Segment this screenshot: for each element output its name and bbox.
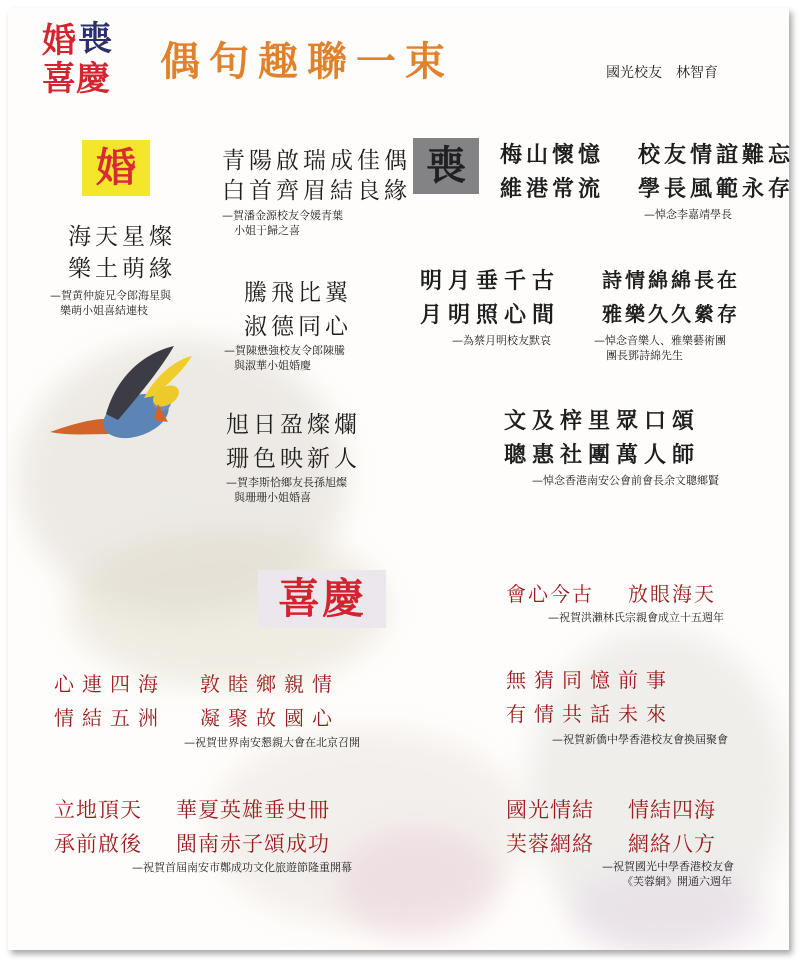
couplet-half: 會心今古 — [506, 582, 594, 606]
couplet-note: —賀潘金源校友令媛青葉 — [222, 209, 343, 222]
couplet-half: 放眼海天 — [628, 582, 716, 606]
couplet-half: 芙蓉網絡 — [506, 832, 594, 856]
couplet-half: 校友情誼難忘 — [638, 142, 795, 168]
couplet-line: 淑德同心 — [244, 314, 352, 340]
couplet-note: —祝賀首屆南安市鄭成功文化旅遊節隆重開幕 — [132, 861, 352, 874]
author-credit — [606, 62, 732, 82]
couplet-line: 騰飛比翼 — [244, 280, 352, 306]
couplet-note: —祝賀新僑中學香港校友會換屆聚會 — [552, 733, 728, 746]
couplet-note: 《芙蓉網》開通六週年 — [622, 875, 732, 888]
couplet-line — [54, 828, 330, 858]
couplet-line: 雅樂久久縈存 — [602, 302, 740, 326]
couplet-half: 梅山懷憶 — [500, 142, 605, 168]
logo-char: 喪 — [78, 19, 112, 59]
couplet-note: —祝賀洪瀨林氏宗親會成立十五週年 — [548, 611, 724, 624]
couplet-line: 明月垂千古 — [420, 268, 561, 294]
couplet-line: 珊色映新人 — [226, 446, 361, 472]
couplet-note: —悼念李嘉靖學長 — [644, 208, 732, 221]
couplet-line — [506, 578, 716, 607]
wedding-section-label: 婚 — [82, 140, 150, 196]
couplet-half: 維港常流 — [500, 176, 605, 202]
logo-char: 婚 — [42, 21, 76, 61]
couplet-note: —悼念音樂人、雅樂藝術團 — [594, 334, 726, 347]
couplet-line: 無猜同憶前事 — [506, 668, 674, 692]
background-blossom — [338, 828, 498, 938]
author-affiliation: 國光校友 — [606, 65, 662, 81]
couplet-half: 敦睦鄉親情 — [200, 672, 340, 696]
couplet-half: 心連四海 — [54, 672, 166, 696]
couplet-line: 白首齊眉結良緣 — [222, 178, 411, 204]
couplet-note: —祝賀世界南安懇親大會在北京召開 — [184, 736, 360, 749]
logo-block — [42, 19, 142, 104]
couplet-half: 閩南赤子頌成功 — [176, 832, 330, 856]
couplet-note: —賀黄仲旋兄令郎海星與 — [50, 289, 171, 302]
couplet-line: 月明照心間 — [420, 302, 561, 328]
couplet-line — [54, 668, 340, 697]
author-name: 林智育 — [676, 65, 718, 81]
couplet-line: 樂土萌緣 — [68, 256, 176, 282]
couplet-note: —祝賀國光中學香港校友會 — [602, 860, 734, 873]
couplet-note: 小姐于歸之喜 — [234, 224, 300, 237]
couplet-half: 華夏英雄垂史冊 — [176, 798, 330, 822]
couplet-line — [500, 138, 794, 169]
couplet-half: 承前啟後 — [54, 832, 142, 856]
couplet-note: —賀李斯恰鄉友長孫旭燦 — [226, 476, 347, 489]
couplet-note: —悼念香港南安公會前會長余文聰鄉賢 — [532, 474, 719, 487]
couplet-note: 團長鄧詩綿先生 — [606, 349, 683, 362]
couplet-line: 有情共話未來 — [506, 702, 674, 726]
couplet-half: 網絡八方 — [628, 832, 716, 856]
couplet-half: 情結四海 — [628, 798, 716, 822]
couplet-line: 文及梓里眾口頌 — [504, 408, 701, 434]
couplet-half: 情結五洲 — [54, 706, 166, 730]
couplet-half: 學長風範永存 — [638, 176, 795, 202]
couplet-line — [500, 172, 794, 203]
couplet-line: 詩情綿綿長在 — [602, 268, 740, 292]
bird-painting-icon — [44, 324, 194, 474]
couplet-line — [506, 828, 716, 858]
couplet-note: —賀陳懋強校友令郎陳騰 — [224, 344, 345, 357]
page-title: 偶句趣聯一束 — [160, 38, 454, 85]
funeral-section-label: 喪 — [413, 138, 479, 194]
couplet-line — [54, 702, 340, 731]
couplet-line: 旭日盈燦爛 — [226, 412, 361, 438]
couplet-note: 與珊珊小姐婚喜 — [234, 491, 311, 504]
couplet-line: 聰惠社團萬人師 — [504, 442, 701, 468]
couplet-half: 立地頂天 — [54, 798, 142, 822]
logo-char: 喜慶 — [42, 59, 110, 99]
couplet-note: —為蔡月明校友默哀 — [452, 334, 551, 347]
couplet-half: 凝聚故國心 — [200, 706, 340, 730]
couplet-line: 海天星燦 — [68, 224, 176, 250]
couplet-line — [506, 794, 716, 824]
couplet-note: 樂萌小姐喜結連枝 — [60, 304, 148, 317]
couplet-half: 國光情結 — [506, 798, 594, 822]
couplet-note: 與淑華小姐婚慶 — [234, 359, 311, 372]
couplet-line: 青陽啟瑞成佳偶 — [222, 148, 411, 174]
couplet-line — [54, 794, 330, 824]
celebration-section-label: 喜慶 — [258, 570, 386, 628]
